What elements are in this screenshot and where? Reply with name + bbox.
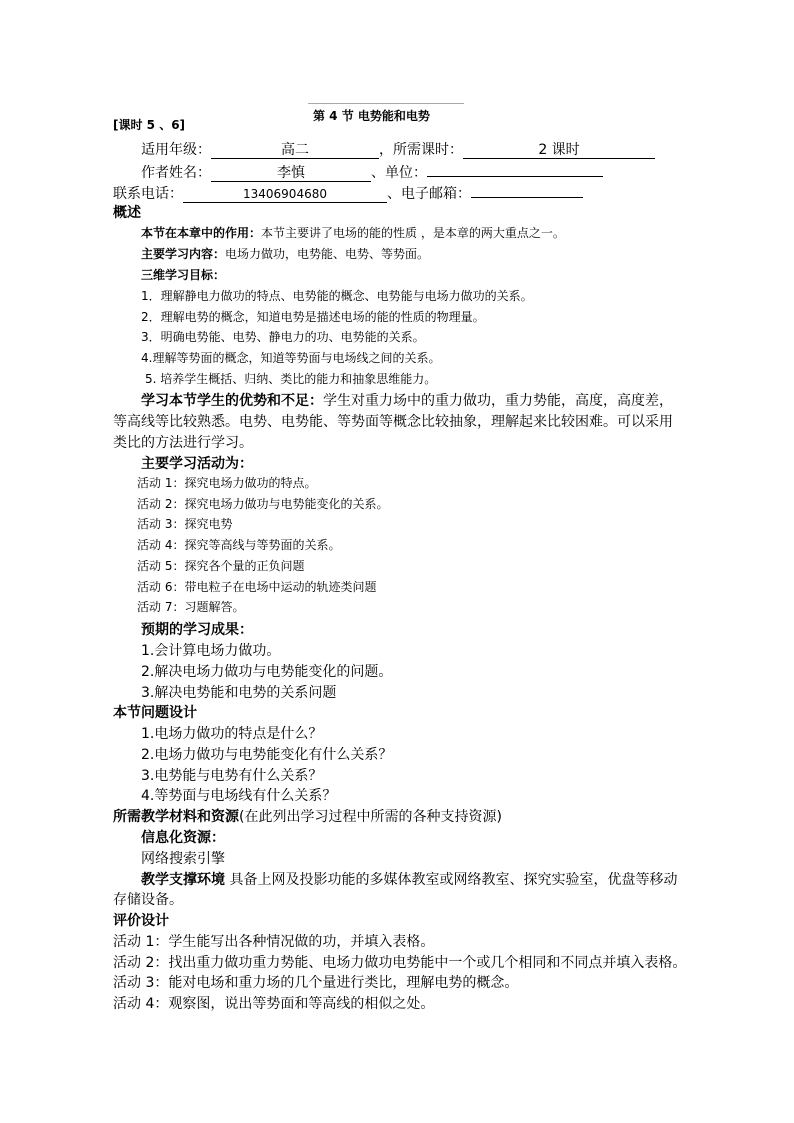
email-value	[471, 181, 583, 198]
evaluation-item: 活动 3：能对电场和重力场的几个量进行类比，理解电势的概念。	[113, 975, 519, 991]
info-line-author	[141, 160, 603, 182]
evaluation-heading: 评价设计	[113, 913, 169, 929]
grade-label: 适用年级：	[141, 142, 211, 158]
activity-item: 活动 6：带电粒子在电场中运动的轨迹类问题	[137, 580, 377, 594]
outcomes-label: 预期的学习成果：	[141, 622, 253, 638]
activity-item: 活动 2：探究电场力做功与电势能变化的关系。	[137, 497, 389, 511]
activities-label: 主要学习活动为：	[141, 456, 253, 472]
title-rule	[308, 103, 464, 104]
activity-item: 活动 4：探究等高线与等势面的关系。	[137, 538, 341, 552]
evaluation-item: 活动 2：找出重力做功重力势能、电场力做功电势能中一个或几个相同和不同点并填入表格。	[113, 955, 687, 971]
advantage-line-1	[141, 390, 673, 410]
goal-item: 1．理解静电力做功的特点、电势能的概念、电势能与电场力做功的关系。	[141, 289, 533, 303]
question-item: 3.电势能与电势有什么关系？	[141, 768, 323, 784]
page-title: 第 4 节 电势能和电势	[313, 109, 430, 123]
advantage-text-3: 类比的方法进行学习。	[113, 435, 253, 451]
environment-text-1: 具备上网及投影功能的多媒体教室或网络教室、探究实验室，优盘等移动	[225, 872, 678, 888]
goal-item: 2．理解电势的概念，知道电势是描述电场的能的性质的物理量。	[141, 310, 485, 324]
resources-note: (在此列出学习过程中所需的各种支持资源)	[239, 809, 502, 825]
unit-value	[427, 160, 603, 177]
outcome-item: 3.解决电势能和电势的关系问题	[141, 685, 337, 701]
activity-item: 活动 1：探究电场力做功的特点。	[137, 476, 317, 490]
info-line-phone	[113, 181, 583, 203]
info-line-grade	[141, 139, 655, 159]
activity-item: 活动 7：习题解答。	[137, 600, 245, 614]
email-label: 、电子邮箱：	[387, 186, 471, 202]
evaluation-item: 活动 4：观察图，说出等势面和等高线的相似之处。	[113, 996, 435, 1012]
role-line	[141, 224, 565, 241]
goal-item: 3．明确电势能、电势、静电力的功、电势能的关系。	[141, 330, 425, 344]
goal-item: 5. 培养学生概括、归纳、类比的能力和抽象思维能力。	[145, 372, 437, 386]
lesson-label: [课时 5 、6]	[113, 118, 186, 132]
advantage-text-2: 等高线等比较熟悉。电势、电势能、等势面等概念比较抽象，理解起来比较困难。可以采用	[113, 414, 673, 430]
content-text: 电场力做功，电势能、电势、等势面。	[225, 247, 430, 261]
role-text: 本节主要讲了电场的能的性质 ，是本章的两大重点之一。	[261, 226, 565, 240]
advantage-text-1: 学生对重力场中的重力做功，重力势能，高度，高度差，	[323, 393, 673, 409]
unit-label: 、单位：	[371, 165, 427, 181]
question-item: 2.电场力做功与电势能变化有什么关系？	[141, 747, 393, 763]
resources-heading-line	[113, 806, 502, 826]
resources-heading: 所需教学材料和资源	[113, 809, 239, 825]
phone-label: 联系电话：	[113, 186, 183, 202]
author-value: 李慎	[211, 165, 371, 182]
evaluation-item: 活动 1：学生能写出各种情况做的功，并填入表格。	[113, 934, 435, 950]
activity-item: 活动 5：探究各个量的正负问题	[137, 559, 305, 573]
activity-item: 活动 3：探究电势	[137, 517, 233, 531]
goal-item: 4.理解等势面的概念，知道等势面与电场线之间的关系。	[141, 351, 441, 365]
role-label: 本节在本章中的作用：	[141, 226, 262, 240]
environment-line-1	[141, 869, 677, 889]
hours-value: 2 课时	[463, 142, 655, 159]
grade-value: 高二	[211, 142, 379, 159]
phone-value: 13406904680	[183, 186, 387, 203]
question-item: 1.电场力做功的特点是什么？	[141, 726, 323, 742]
overview-heading: 概述	[113, 205, 141, 221]
outcome-item: 1.会计算电场力做功。	[141, 643, 281, 659]
environment-label: 教学支撑环境	[141, 872, 225, 888]
content-label: 主要学习内容：	[141, 247, 226, 261]
question-item: 4.等势面与电场线有什么关系？	[141, 788, 337, 804]
hours-label: ，所需课时：	[379, 142, 463, 158]
goals-label: 三维学习目标：	[141, 268, 226, 282]
info-resources-label: 信息化资源：	[141, 830, 225, 846]
info-resources-value: 网络搜索引擎	[141, 851, 225, 867]
environment-text-2: 存储设备。	[113, 892, 183, 908]
outcome-item: 2.解决电场力做功与电势能变化的问题。	[141, 664, 393, 680]
author-label: 作者姓名：	[141, 165, 211, 181]
questions-heading: 本节问题设计	[113, 705, 197, 721]
content-line	[141, 245, 429, 262]
advantage-label: 学习本节学生的优势和不足：	[141, 393, 323, 409]
